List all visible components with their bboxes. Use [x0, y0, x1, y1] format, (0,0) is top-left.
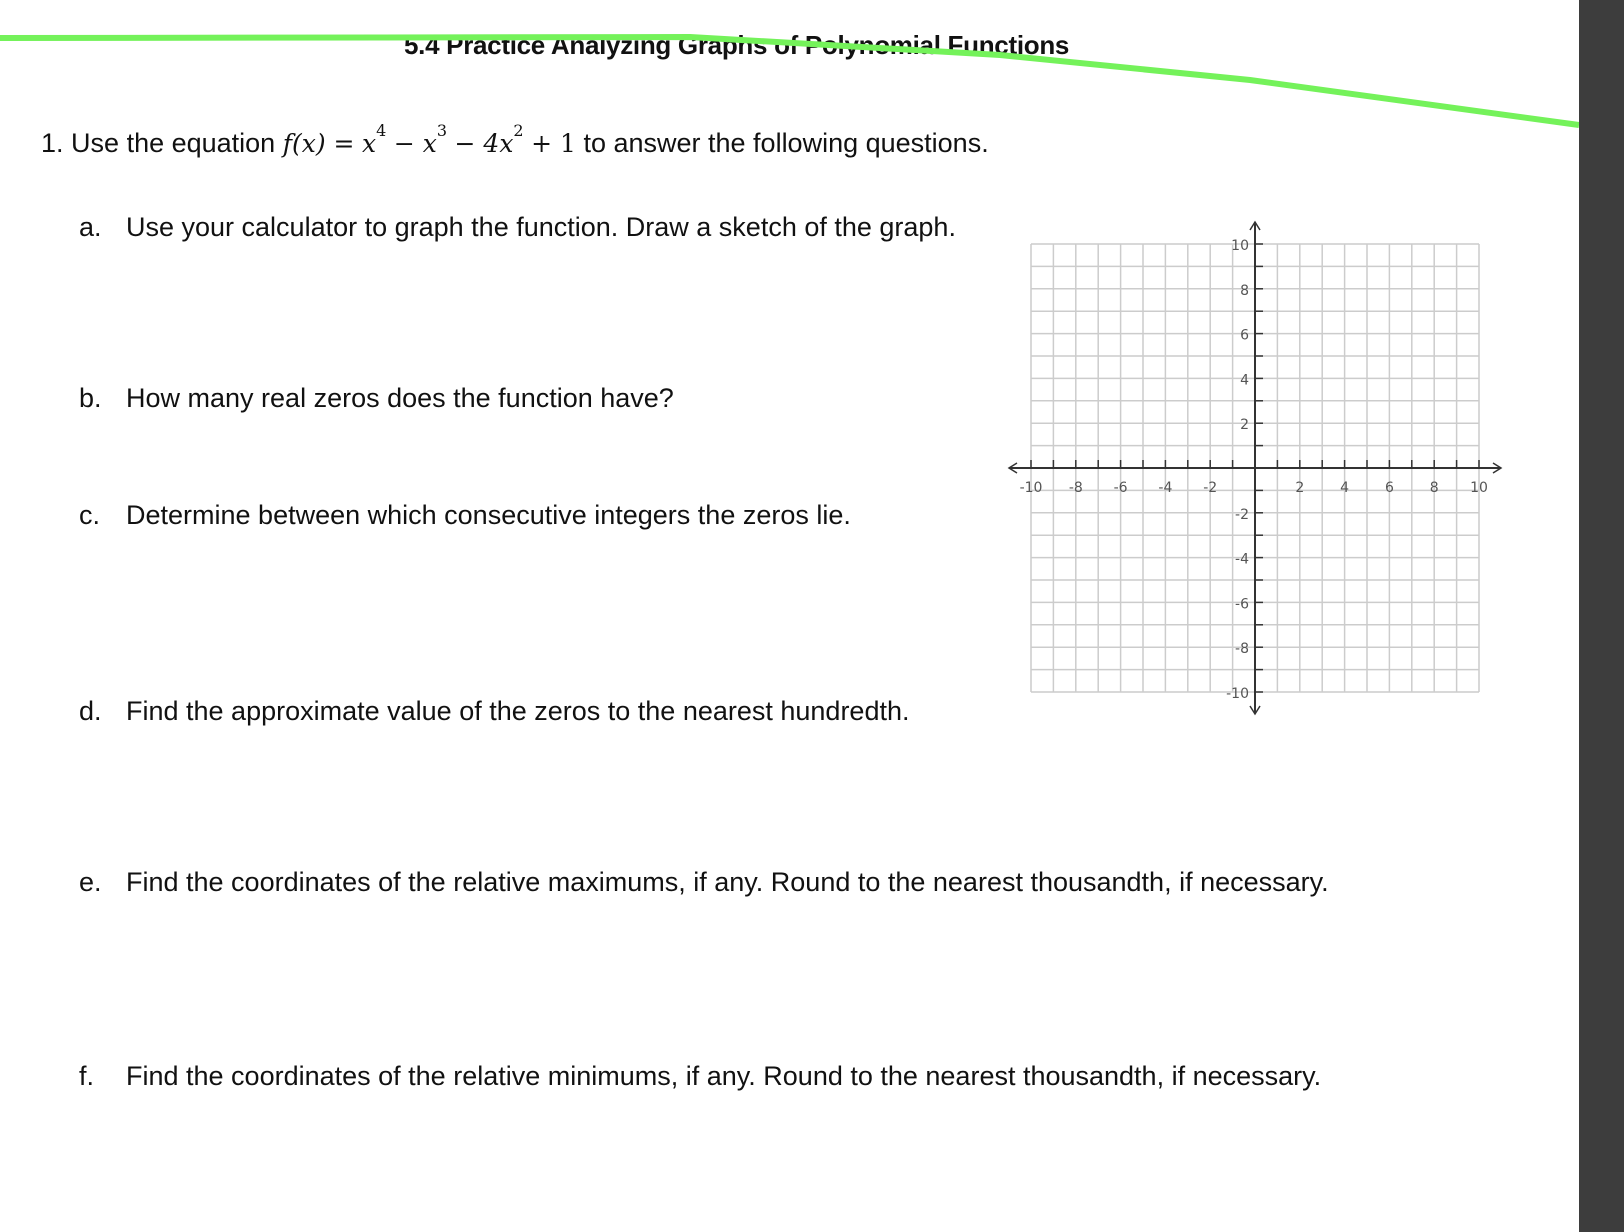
y-tick-label: -4 — [1235, 551, 1249, 568]
x-tick-label: 2 — [1295, 480, 1305, 496]
part-letter: f. — [79, 1061, 95, 1091]
part-letter: d. — [79, 696, 102, 726]
term: − 4x — [454, 129, 514, 158]
y-tick-label: -2 — [1235, 506, 1249, 523]
x-tick-label: -2 — [1203, 480, 1218, 496]
part-text: Find the approximate value of the zeros to the nearest hundredth. — [126, 696, 910, 726]
part-text: Use your calculator to graph the function. Draw a sketch of the graph. — [126, 212, 956, 242]
y-tick-label: 6 — [1240, 327, 1249, 344]
function-name: f(x) = — [282, 129, 355, 158]
term: x — [362, 129, 377, 158]
x-tick-label: 6 — [1384, 480, 1394, 496]
term: − x — [393, 129, 437, 158]
part-text: How many real zeros does the function have? — [126, 383, 674, 413]
exponent: 3 — [436, 121, 447, 140]
x-tick-label: -10 — [1019, 480, 1043, 496]
y-tick-label: -10 — [1226, 686, 1249, 702]
x-tick-label: 4 — [1340, 480, 1350, 496]
part-text: Determine between which consecutive integers the zeros lie. — [126, 500, 851, 530]
exponent: 4 — [376, 121, 387, 140]
x-tick-label: -6 — [1113, 480, 1128, 496]
question-prefix: Use the equation — [71, 128, 276, 158]
x-tick-label: 8 — [1429, 480, 1439, 496]
part-letter: a. — [79, 212, 102, 242]
worksheet-title: 5.4 Practice Analyzing Graphs of Polynomial Functions — [404, 30, 1070, 60]
part-letter: e. — [79, 867, 102, 897]
part-letter: b. — [79, 383, 102, 413]
side-scrollbar[interactable] — [1579, 0, 1624, 1232]
part-letter: c. — [79, 500, 101, 530]
y-tick-label: 4 — [1240, 372, 1249, 389]
y-tick-label: 8 — [1240, 282, 1249, 299]
y-tick-label: -8 — [1235, 641, 1249, 658]
x-tick-label: 10 — [1470, 480, 1488, 496]
y-tick-label: 2 — [1240, 417, 1249, 434]
x-tick-label: -8 — [1068, 480, 1083, 496]
part-text: Find the coordinates of the relative minimums, if any. Round to the nearest thousandth, if necessary. — [126, 1061, 1322, 1091]
green-annotation-stroke — [0, 37, 1579, 125]
y-tick-label: -6 — [1235, 596, 1249, 613]
exponent: 2 — [513, 121, 524, 140]
question-suffix: to answer the following questions. — [583, 128, 989, 158]
question-number: 1. — [41, 128, 64, 158]
y-tick-label: 10 — [1231, 238, 1249, 254]
term: + 1 — [531, 129, 576, 158]
part-text: Find the coordinates of the relative maximums, if any. Round to the nearest thousandth, if necessary. — [126, 867, 1329, 897]
x-tick-label: -4 — [1158, 480, 1173, 496]
